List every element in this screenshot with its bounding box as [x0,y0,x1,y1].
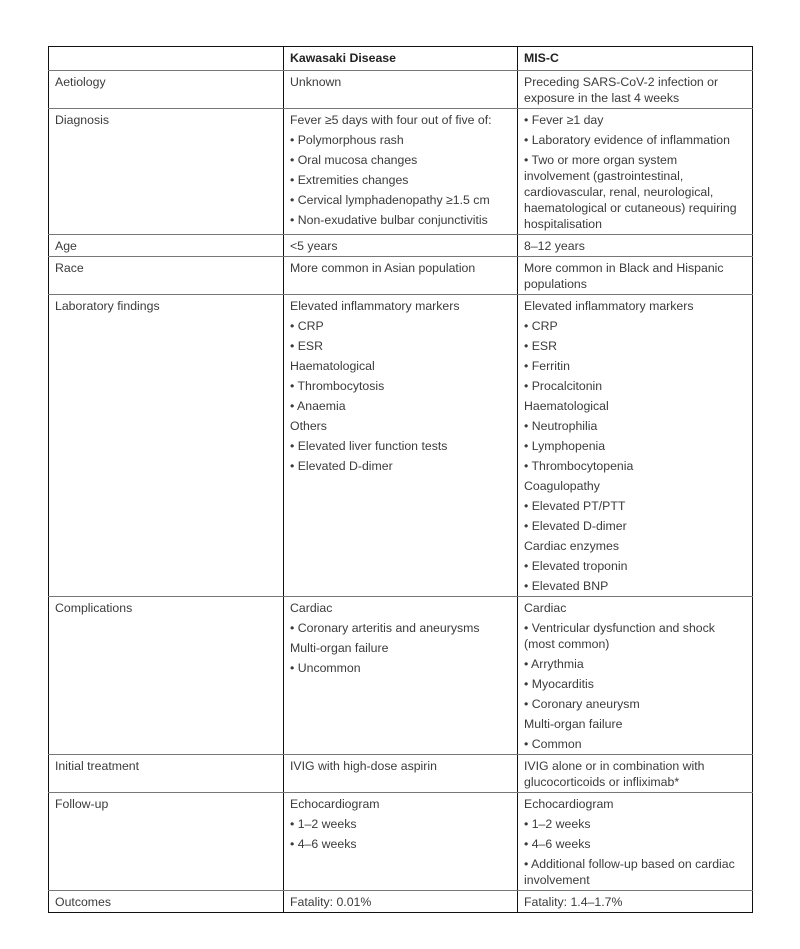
cell-line: Unknown [290,75,342,89]
table-row [49,109,753,235]
cell-line: Cardiac [290,601,333,615]
misc-cell [518,109,753,235]
cell-line: IVIG with high-dose aspirin [290,759,437,773]
comparison-table [48,46,753,913]
cell-line: • Common [524,737,582,751]
cell-line: • Non-exudative bulbar conjunctivitis [290,213,488,227]
cell-line: • Fever ≥1 day [524,113,604,127]
row-label: Age [49,235,284,257]
cell-line: • 1–2 weeks [290,817,357,831]
cell-line: Echocardiogram [290,797,380,811]
table-row [49,257,753,295]
cell-line: • ESR [290,339,324,353]
kawasaki-cell [284,755,518,793]
cell-line: • Neutrophilia [524,419,598,433]
cell-line: • Additional follow-up based on cardiac involvement [524,857,735,887]
cell-line: • 1–2 weeks [524,817,591,831]
table-body [49,71,753,913]
cell-line: Cardiac [524,601,567,615]
misc-cell [518,793,753,891]
cell-line: • Elevated PT/PTT [524,499,626,513]
row-label: Follow-up [49,793,284,891]
table-row [49,755,753,793]
cell-line: • Myocarditis [524,677,594,691]
misc-cell [518,295,753,597]
cell-line: More common in Black and Hispanic populations [524,261,724,291]
cell-line: • Thrombocytosis [290,379,385,393]
table-row [49,891,753,913]
cell-line: Multi-organ failure [524,717,623,731]
cell-line: Cardiac enzymes [524,539,619,553]
cell-line: Haematological [524,399,609,413]
header-kawasaki: Kawasaki Disease [284,47,518,71]
cell-line: • Two or more organ system involvement (gastrointestinal, cardiovascular, renal, neurological, haematological or cutaneous) requiring hospitalisation [524,153,737,231]
misc-cell [518,891,753,913]
kawasaki-cell [284,597,518,755]
misc-cell [518,257,753,295]
cell-line: • 4–6 weeks [524,837,591,851]
row-label: Outcomes [49,891,284,913]
header-misc: MIS-C [518,47,753,71]
kawasaki-cell [284,257,518,295]
table-row [49,235,753,257]
cell-line: • Arrythmia [524,657,584,671]
cell-line: Echocardiogram [524,797,614,811]
cell-line: • Uncommon [290,661,361,675]
cell-line: • Elevated D-dimer [290,459,393,473]
row-label: Complications [49,597,284,755]
cell-line: Coagulopathy [524,479,600,493]
cell-line: 8–12 years [524,239,585,253]
cell-line: Elevated inflammatory markers [524,299,694,313]
cell-line: Multi-organ failure [290,641,389,655]
header-blank [49,47,284,71]
table-row [49,295,753,597]
cell-line: • Oral mucosa changes [290,153,418,167]
cell-line: Fatality: 0.01% [290,895,372,909]
cell-line: • Elevated troponin [524,559,628,573]
cell-line: • Elevated D-dimer [524,519,627,533]
cell-line: • 4–6 weeks [290,837,357,851]
cell-line: More common in Asian population [290,261,476,275]
row-label: Diagnosis [49,109,284,235]
cell-line: • Lymphopenia [524,439,606,453]
cell-line: <5 years [290,239,338,253]
header-row [49,47,753,71]
kawasaki-cell [284,793,518,891]
cell-line: • CRP [524,319,558,333]
misc-cell [518,235,753,257]
kawasaki-cell [284,71,518,109]
row-label: Aetiology [49,71,284,109]
cell-line: • ESR [524,339,558,353]
row-label: Laboratory findings [49,295,284,597]
cell-line: • Elevated BNP [524,579,609,593]
table-row [49,793,753,891]
cell-line: • Elevated liver function tests [290,439,448,453]
row-label: Race [49,257,284,295]
cell-line: • Anaemia [290,399,346,413]
cell-line: • Ferritin [524,359,570,373]
cell-line: IVIG alone or in combination with glucocorticoids or infliximab* [524,759,705,789]
kawasaki-cell [284,109,518,235]
cell-line: • Thrombocytopenia [524,459,634,473]
cell-line: Preceding SARS-CoV-2 infection or exposure in the last 4 weeks [524,75,719,105]
cell-line: • Cervical lymphadenopathy ≥1.5 cm [290,193,490,207]
cell-line: • Extremities changes [290,173,409,187]
cell-line: Others [290,419,327,433]
misc-cell [518,71,753,109]
cell-line: • Coronary aneurysm [524,697,640,711]
cell-line: Haematological [290,359,375,373]
cell-line: • CRP [290,319,324,333]
kawasaki-cell [284,295,518,597]
kawasaki-cell [284,235,518,257]
kawasaki-cell [284,891,518,913]
table-row [49,71,753,109]
table-row [49,597,753,755]
cell-line: • Polymorphous rash [290,133,404,147]
cell-line: Elevated inflammatory markers [290,299,460,313]
cell-line: • Coronary arteritis and aneurysms [290,621,480,635]
cell-line: Fever ≥5 days with four out of five of: [290,113,492,127]
misc-cell [518,597,753,755]
row-label: Initial treatment [49,755,284,793]
cell-line: • Ventricular dysfunction and shock (most common) [524,621,715,651]
cell-line: • Laboratory evidence of inflammation [524,133,730,147]
cell-line: • Procalcitonin [524,379,603,393]
misc-cell [518,755,753,793]
cell-line: Fatality: 1.4–1.7% [524,895,623,909]
